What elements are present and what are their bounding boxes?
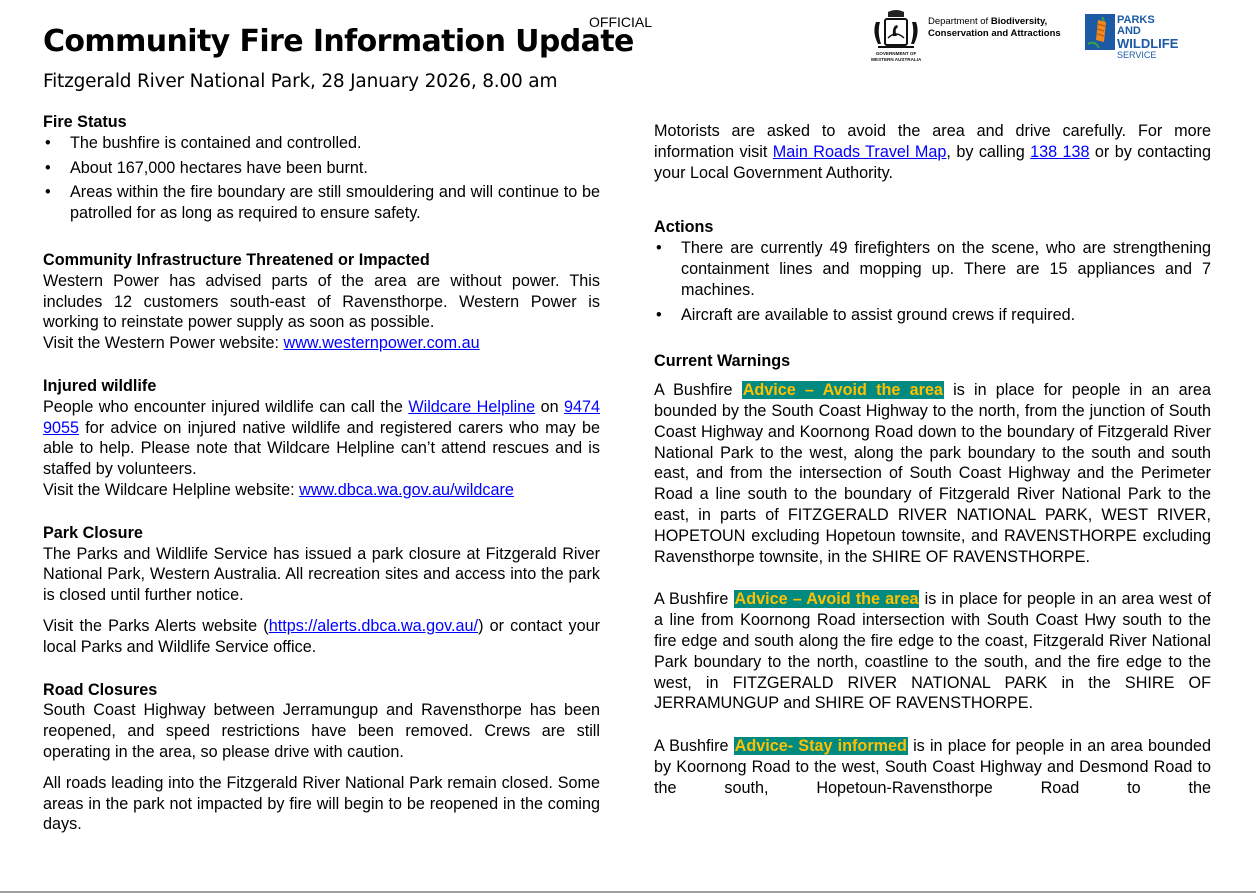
page-subtitle: Fitzgerald River National Park, 28 January 2026, 8.00 am xyxy=(43,71,558,92)
page-title: Community Fire Information Update xyxy=(43,24,634,59)
road-closures-section xyxy=(43,680,600,836)
wildlife-body xyxy=(43,397,600,480)
warning-level-badge: Advice – Avoid the area xyxy=(734,590,919,609)
visit-suffix: ) or contact your local Parks and Wildlife Service office. xyxy=(43,616,600,656)
warnings-heading: Current Warnings xyxy=(654,352,791,371)
wildlife-text-2: on xyxy=(535,397,564,416)
list-item: • Aircraft are available to assist ground crews if required. xyxy=(654,305,1211,326)
visit-prefix: Visit the Western Power website: xyxy=(43,334,284,353)
motorists-text-1: Motorists are asked to avoid the area and drive carefully. For more information visit xyxy=(654,122,1211,161)
right-column xyxy=(654,121,1211,799)
motorists-text-2: , by calling xyxy=(946,142,1031,161)
warning-prefix: A Bushfire xyxy=(654,737,734,756)
pws-line1: PARKS AND xyxy=(1117,14,1155,37)
warning-item xyxy=(654,589,1211,714)
actions-section xyxy=(654,217,1211,325)
pws-line3: SERVICE xyxy=(1117,50,1157,60)
warning-level-badge: Advice – Avoid the area xyxy=(742,381,943,400)
warning-level-badge: Advice- Stay informed xyxy=(734,737,907,756)
fire-status-heading: Fire Status xyxy=(43,113,127,131)
western-power-visit xyxy=(43,333,600,354)
main-roads-phone-link[interactable]: 138 138 xyxy=(1030,142,1090,161)
motorists-body xyxy=(654,121,1211,183)
fire-status-list xyxy=(43,133,600,224)
crest-icon xyxy=(866,8,926,64)
wildcare-helpline-link[interactable]: Wildcare Helpline xyxy=(408,397,536,416)
department-name xyxy=(928,16,1061,40)
wildlife-text-3: for advice on injured native wildlife and registered carers who may be able to help. Please note that Wildcare Helpline can’t attend rescues and is staffed by volunteers. xyxy=(43,418,600,479)
road-closures-body-1: South Coast Highway between Jerramungup and Ravensthorpe has been reopened, and speed restrictions have been removed. Crews are still operating in the area, so please drive with caution. xyxy=(43,701,600,761)
wa-government-crest-logo xyxy=(866,8,926,64)
warning-text: is in place for people in an area bounded by Koornong Road to the west, South Coast Highway and Desmond Road to the south, Hopetoun-Ravensthorpe Road to the xyxy=(654,737,1211,797)
dept-line1-prefix: Department of xyxy=(928,16,991,27)
pws-logo-text xyxy=(1117,15,1180,61)
wildlife-heading: Injured wildlife xyxy=(43,376,157,395)
warning-prefix: A Bushfire xyxy=(654,381,742,400)
park-closure-section xyxy=(43,523,600,658)
warning-item xyxy=(654,736,1211,798)
warning-item xyxy=(654,380,1211,567)
park-closure-body: The Parks and Wildlife Service has issued a park closure at Fitzgerald River National Park, Western Australia. All recreation sites and access into the park is closed until further notice. xyxy=(43,544,600,605)
park-closure-heading: Park Closure xyxy=(43,523,143,542)
motorists-section xyxy=(654,121,1211,183)
parks-wildlife-service-logo xyxy=(1085,12,1180,60)
svg-text:GOVERNMENT OF: GOVERNMENT OF xyxy=(875,51,917,56)
wildcare-visit xyxy=(43,480,600,501)
list-item: • There are currently 49 firefighters on the scene, who are strengthening containment lines and mopping up. There are 15 appliances and 7 machines. xyxy=(654,238,1211,300)
banksia-icon xyxy=(1085,14,1115,50)
infrastructure-section xyxy=(43,250,600,354)
parks-alerts-link[interactable]: https://alerts.dbca.wa.gov.au/ xyxy=(268,616,479,635)
motorists-text-3: or by contacting your Local Government Authority. xyxy=(654,142,1212,182)
list-item: • The bushfire is contained and controlled. xyxy=(43,133,600,154)
actions-heading: Actions xyxy=(654,218,714,237)
main-roads-travel-map-link[interactable]: Main Roads Travel Map xyxy=(772,142,947,161)
list-item: • Areas within the fire boundary are still smouldering and will continue to be patrolled for as long as required to ensure safety. xyxy=(43,182,600,224)
warning-prefix: A Bushfire xyxy=(654,590,734,609)
pws-line2: WILDLIFE xyxy=(1117,36,1179,51)
visit-prefix: Visit the Parks Alerts website ( xyxy=(43,616,269,635)
wildcare-phone-link[interactable]: 9474 9055 xyxy=(43,397,600,437)
actions-list xyxy=(654,238,1211,325)
visit-prefix: Visit the Wildcare Helpline website: xyxy=(43,480,300,499)
fire-status-section xyxy=(43,112,600,224)
warning-text: is in place for people in an area bounded by the South Coast Highway to the north, from the junction of South Coast Highway and Koornong Road down to the boundary of Fitzgerald River National Park to the west, along the park boundary to the south and south east, and from the intersection of South Coast Highway and the Perimeter Road a line south to the boundary of Fitzgerald River National Park to the east, in parts of FITZGERALD RIVER NATIONAL PARK, WEST RIVER, HOPETOUN excluding Hopetoun townsite, and RAVENSTHORPE excluding Ravensthorpe townsite, in the SHIRE OF RAVENSTHORPE. xyxy=(654,381,1211,566)
wildcare-website-link[interactable]: www.dbca.wa.gov.au/wildcare xyxy=(299,480,514,499)
warnings-section xyxy=(654,351,1211,798)
infrastructure-body: Western Power has advised parts of the area are without power. This includes 12 customers south-east of Ravensthorpe. Western Power is working to reinstate power supply as soon as possible. xyxy=(43,271,600,332)
parks-alerts-visit xyxy=(43,616,600,658)
road-closures-heading: Road Closures xyxy=(43,680,158,699)
wildlife-text-1: People who encounter injured wildlife can call the xyxy=(43,397,409,416)
warning-text: is in place for people in an area west of a line from Koornong Road intersection with South Coast Hwy south to the fire edge and south along the fire edge to the coast, Fitzgerald River National Park boundary to the north, coastline to the south, and the fire edge to the west, in FITZGERALD RIVER NATIONAL PARK in the SHIRE OF JERRAMUNGUP and SHIRE OF RAVENSTHORPE. xyxy=(654,590,1212,713)
svg-text:WESTERN AUSTRALIA: WESTERN AUSTRALIA xyxy=(870,57,922,62)
wildlife-section xyxy=(43,376,600,501)
infrastructure-heading: Community Infrastructure Threatened or Impacted xyxy=(43,250,430,269)
road-closures-body-2: All roads leading into the Fitzgerald River National Park remain closed. Some areas in the park not impacted by fire will begin to be reopened in the coming days. xyxy=(43,773,600,834)
dept-line2: Conservation and Attractions xyxy=(928,28,1061,39)
left-column xyxy=(43,112,600,835)
list-item: • About 167,000 hectares have been burnt. xyxy=(43,158,600,179)
western-power-link[interactable]: www.westernpower.com.au xyxy=(283,334,480,353)
classification-label: OFFICIAL xyxy=(589,14,653,30)
dept-line1-bold: Biodiversity, xyxy=(990,16,1048,27)
